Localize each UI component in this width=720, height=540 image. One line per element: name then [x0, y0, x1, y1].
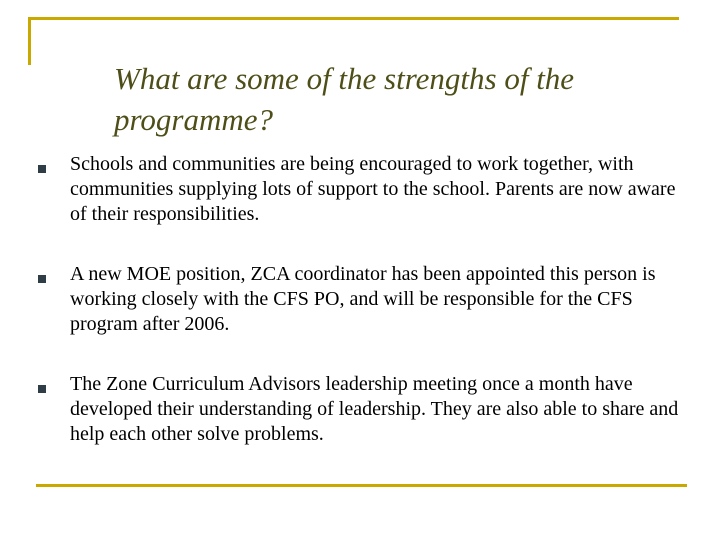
bullet-item	[36, 152, 686, 227]
bottom-accent-rule	[36, 484, 687, 487]
bullet-text: The Zone Curriculum Advisors leadership meeting once a month have developed their understanding of leadership. They are also able to share and help each other solve problems.	[70, 373, 679, 445]
square-bullet-icon	[38, 165, 46, 173]
bullet-item	[36, 262, 686, 337]
square-bullet-icon	[38, 385, 46, 393]
bullet-item	[36, 372, 686, 447]
bullet-text: A new MOE position, ZCA coordinator has been appointed this person is working closely with the CFS PO, and will be responsible for the CFS program after 2006.	[70, 263, 656, 335]
bullet-list	[36, 152, 686, 482]
bullet-text: Schools and communities are being encouraged to work together, with communities supplying lots of support to the school. Parents are now aware of their responsibilities.	[70, 153, 676, 225]
top-accent-rule	[28, 17, 679, 20]
slide-title: What are some of the strengths of the programme?	[114, 61, 575, 137]
square-bullet-icon	[38, 275, 46, 283]
left-accent-rule	[28, 17, 31, 65]
